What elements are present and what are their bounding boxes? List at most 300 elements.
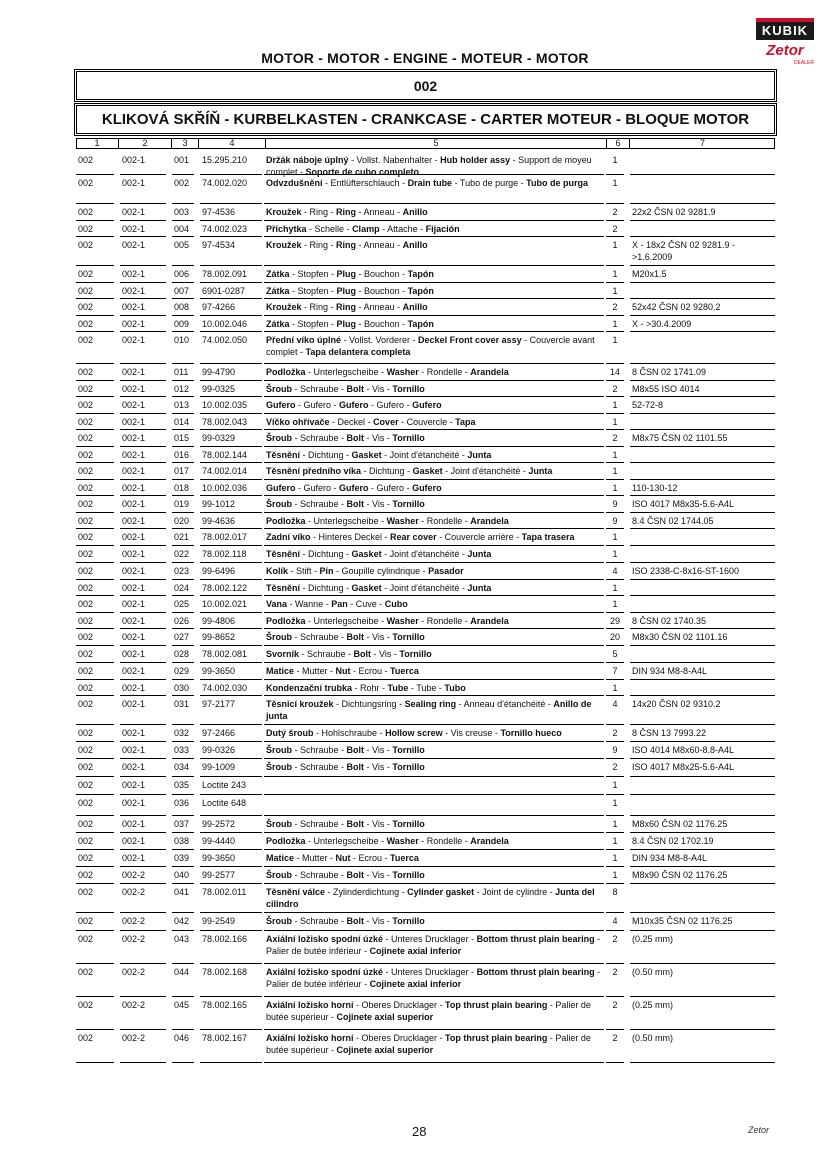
group-cell: 002 <box>78 516 94 526</box>
subgroup-cell: 002-1 <box>122 224 146 234</box>
position-cell: 016 <box>174 450 190 460</box>
part-number-cell: Loctite 243 <box>202 780 247 790</box>
subgroup-cell: 002-1 <box>122 666 146 676</box>
table-row <box>76 563 775 580</box>
row-divider <box>200 1062 262 1063</box>
page-title: MOTOR - MOTOR - ENGINE - MOTEUR - MOTOR <box>261 50 589 66</box>
position-cell: 039 <box>174 853 190 863</box>
subgroup-cell: 002-2 <box>122 870 146 880</box>
table-row <box>76 237 775 266</box>
description-cell: Gufero - Gufero - Gufero - Gufero - Gufero <box>266 400 442 410</box>
part-number-cell: 99-2572 <box>202 819 236 829</box>
description-cell: Příchytka - Schelle - Clamp - Attache - Fijación <box>266 224 460 234</box>
table-row <box>76 283 775 299</box>
part-number-cell: 78.002.091 <box>202 269 248 279</box>
table-row <box>76 529 775 546</box>
part-number-cell: 99-4440 <box>202 836 236 846</box>
quantity-cell: 1 <box>612 532 618 542</box>
table-row <box>76 696 775 725</box>
table-row <box>76 777 775 795</box>
table-row <box>76 175 775 204</box>
note-cell: 8.4 ČSN 02 1702.19 <box>632 836 714 846</box>
row-divider <box>120 1062 166 1063</box>
subgroup-cell: 002-1 <box>122 583 146 593</box>
column-header-7: 7 <box>699 138 705 148</box>
position-cell: 005 <box>174 240 190 250</box>
description-cell: Podložka - Unterlegscheibe - Washer - Rondelle - Arandela <box>266 836 509 846</box>
table-row <box>76 613 775 629</box>
position-cell: 014 <box>174 417 190 427</box>
brand-tag: DEALER <box>793 60 814 66</box>
table-row <box>76 997 775 1030</box>
part-number-cell: 99-2549 <box>202 916 236 926</box>
position-cell: 025 <box>174 599 190 609</box>
part-number-cell: 78.002.118 <box>202 549 247 559</box>
table-row <box>76 816 775 833</box>
group-cell: 002 <box>78 649 94 659</box>
subgroup-cell: 002-1 <box>122 649 146 659</box>
description-cell: Svorník - Schraube - Bolt - Vis - Tornillo <box>266 649 432 659</box>
note-cell: M8x60 ČSN 02 1176.25 <box>632 819 728 829</box>
description-cell: Zátka - Stopfen - Plug - Bouchon - Tapón <box>266 319 434 329</box>
subgroup-cell: 002-1 <box>122 207 146 217</box>
description-cell: Šroub - Schraube - Bolt - Vis - Tornillo <box>266 632 425 642</box>
table-row <box>76 152 775 175</box>
description-cell: Kroužek - Ring - Ring - Anneau - Anillo <box>266 302 428 312</box>
quantity-cell: 8 <box>612 887 618 897</box>
group-cell: 002 <box>78 870 94 880</box>
description-cell: Kroužek - Ring - Ring - Anneau - Anillo <box>266 207 428 217</box>
subgroup-cell: 002-1 <box>122 532 146 542</box>
quantity-cell: 1 <box>612 583 618 593</box>
group-cell: 002 <box>78 532 94 542</box>
quantity-cell: 9 <box>612 745 618 755</box>
position-cell: 023 <box>174 566 190 576</box>
position-cell: 046 <box>174 1033 190 1043</box>
table-row <box>76 480 775 496</box>
part-number-cell: 74.002.050 <box>202 335 248 345</box>
position-cell: 037 <box>174 819 190 829</box>
part-number-cell: 99-6496 <box>202 566 236 576</box>
quantity-cell: 2 <box>612 384 618 394</box>
position-cell: 020 <box>174 516 190 526</box>
position-cell: 011 <box>174 367 189 377</box>
table-row <box>76 496 775 513</box>
subgroup-cell: 002-2 <box>122 1000 146 1010</box>
group-cell: 002 <box>78 400 94 410</box>
subgroup-cell: 002-1 <box>122 400 146 410</box>
table-row <box>76 447 775 463</box>
subgroup-cell: 002-1 <box>122 240 146 250</box>
part-number-cell: 78.002.168 <box>202 967 248 977</box>
table-row <box>76 513 775 529</box>
quantity-cell: 2 <box>612 224 618 234</box>
table-row <box>76 913 775 931</box>
group-cell: 002 <box>78 583 94 593</box>
brand-name: KUBIK <box>756 18 814 40</box>
quantity-cell: 1 <box>612 400 618 410</box>
group-cell: 002 <box>78 499 94 509</box>
description-cell: Šroub - Schraube - Bolt - Vis - Tornillo <box>266 870 425 880</box>
position-cell: 006 <box>174 269 190 279</box>
subgroup-cell: 002-2 <box>122 934 146 944</box>
part-number-cell: 78.002.081 <box>202 649 248 659</box>
description-cell: Šroub - Schraube - Bolt - Vis - Tornillo <box>266 499 425 509</box>
position-cell: 024 <box>174 583 190 593</box>
position-cell: 031 <box>174 699 190 709</box>
note-cell: 110-130-12 <box>632 483 678 493</box>
group-cell: 002 <box>78 155 94 165</box>
description-cell: Matice - Mutter - Nut - Ecrou - Tuerca <box>266 853 419 863</box>
group-cell: 002 <box>78 240 94 250</box>
subgroup-cell: 002-1 <box>122 516 146 526</box>
subgroup-cell: 002-1 <box>122 483 146 493</box>
column-header-6: 6 <box>615 138 621 148</box>
description-cell: Kroužek - Ring - Ring - Anneau - Anillo <box>266 240 428 250</box>
table-row <box>76 742 775 759</box>
note-cell: 8.4 ČSN 02 1744.05 <box>632 516 714 526</box>
group-cell: 002 <box>78 178 94 188</box>
description-cell: Matice - Mutter - Nut - Ecrou - Tuerca <box>266 666 419 676</box>
subgroup-cell: 002-1 <box>122 549 146 559</box>
quantity-cell: 1 <box>612 798 618 808</box>
position-cell: 019 <box>174 499 190 509</box>
table-row <box>76 867 775 884</box>
group-cell: 002 <box>78 745 94 755</box>
column-header-5: 5 <box>433 138 439 148</box>
group-cell: 002 <box>78 683 94 693</box>
position-cell: 007 <box>174 286 190 296</box>
part-number-cell: 99-4790 <box>202 367 236 377</box>
description-cell: Podložka - Unterlegscheibe - Washer - Rondelle - Arandela <box>266 367 509 377</box>
group-cell: 002 <box>78 1033 94 1043</box>
note-cell: DIN 934 M8-8-A4L <box>632 853 708 863</box>
description-cell: Držák náboje úplný - Vollst. Nabenhalter - Hub holder assy - Support de moyeu complet - Soporte de cubo completo <box>266 155 592 177</box>
position-cell: 002 <box>174 178 190 188</box>
description-cell: Víčko ohřívače - Deckel - Cover - Couvercle - Tapa <box>266 417 476 427</box>
note-cell: M8x55 ISO 4014 <box>632 384 700 394</box>
quantity-cell: 1 <box>612 155 618 165</box>
table-row <box>76 332 775 364</box>
quantity-cell: 9 <box>612 499 618 509</box>
position-cell: 003 <box>174 207 190 217</box>
quantity-cell: 1 <box>612 417 618 427</box>
group-cell: 002 <box>78 269 94 279</box>
group-cell: 002 <box>78 699 94 709</box>
quantity-cell: 1 <box>612 286 618 296</box>
subgroup-cell: 002-1 <box>122 762 146 772</box>
description-cell: Šroub - Schraube - Bolt - Vis - Tornillo <box>266 819 425 829</box>
subgroup-cell: 002-1 <box>122 335 146 345</box>
group-cell: 002 <box>78 384 94 394</box>
description-cell: Axiální ložisko spodní úzké - Unteres Drucklager - Bottom thrust plain bearing - Palier de butée inférieur - Cojinete axial inferior <box>266 934 601 956</box>
quantity-cell: 1 <box>612 450 618 460</box>
group-cell: 002 <box>78 762 94 772</box>
quantity-cell: 1 <box>612 269 618 279</box>
column-header <box>76 138 775 149</box>
table-row <box>76 795 775 816</box>
subgroup-cell: 002-1 <box>122 836 146 846</box>
description-cell: Axiální ložisko horní - Oberes Drucklager - Top thrust plain bearing - Palier de butée supérieur - Cojinete axial superior <box>266 1033 591 1055</box>
quantity-cell: 1 <box>612 466 618 476</box>
position-cell: 012 <box>174 384 190 394</box>
note-cell: ISO 4014 M8x60-8.8-A4L <box>632 745 735 755</box>
table-row <box>76 931 775 964</box>
part-number-cell: 74.002.023 <box>202 224 248 234</box>
subgroup-cell: 002-2 <box>122 916 146 926</box>
row-divider <box>606 1062 624 1063</box>
quantity-cell: 1 <box>612 819 618 829</box>
table-row <box>76 629 775 646</box>
part-number-cell: 99-3650 <box>202 666 236 676</box>
part-number-cell: 99-0325 <box>202 384 236 394</box>
note-cell: 8 ČSN 02 1741.09 <box>632 367 707 377</box>
quantity-cell: 1 <box>612 870 618 880</box>
description-cell: Zátka - Stopfen - Plug - Bouchon - Tapón <box>266 286 434 296</box>
description-cell: Těsnění předního víka - Dichtung - Gasket - Joint d'étanchéité - Junta <box>266 466 553 476</box>
table-row <box>76 596 775 613</box>
subgroup-cell: 002-1 <box>122 728 146 738</box>
quantity-cell: 2 <box>612 967 618 977</box>
group-cell: 002 <box>78 319 94 329</box>
note-cell: 8 ČSN 02 1740.35 <box>632 616 707 626</box>
note-cell: 22x2 ČSN 02 9281.9 <box>632 207 716 217</box>
subgroup-cell: 002-1 <box>122 269 146 279</box>
description-cell: Zadní víko - Hinteres Deckel - Rear cover - Couvercle arrière - Tapa trasera <box>266 532 575 542</box>
table-row <box>76 204 775 221</box>
part-number-cell: 78.002.165 <box>202 1000 248 1010</box>
description-cell: Vana - Wanne - Pan - Cuve - Cubo <box>266 599 408 609</box>
group-cell: 002 <box>78 967 94 977</box>
column-header-3: 3 <box>182 138 188 148</box>
table-row <box>76 364 775 381</box>
note-cell: X - 18x2 ČSN 02 9281.9 - >1.6.2009 <box>632 240 736 262</box>
part-number-cell: 10.002.036 <box>202 483 248 493</box>
subgroup-cell: 002-1 <box>122 319 146 329</box>
table-row <box>76 725 775 742</box>
note-cell: (0.25 mm) <box>632 1000 674 1010</box>
group-cell: 002 <box>78 780 94 790</box>
subgroup-cell: 002-2 <box>122 887 146 897</box>
quantity-cell: 7 <box>612 666 618 676</box>
subgroup-cell: 002-1 <box>122 599 146 609</box>
part-number-cell: 97-4536 <box>202 207 236 217</box>
description-cell: Těsnicí kroužek - Dichtungsring - Sealing ring - Anneau d'étanchéité - Anillo de junta <box>266 699 592 721</box>
group-cell: 002 <box>78 450 94 460</box>
part-number-cell: 74.002.030 <box>202 683 248 693</box>
subgroup-cell: 002-1 <box>122 155 146 165</box>
position-cell: 043 <box>174 934 190 944</box>
quantity-cell: 14 <box>609 367 620 377</box>
footer-logo-icon: Zetor <box>748 1125 770 1135</box>
subgroup-cell: 002-1 <box>122 417 146 427</box>
note-cell: M8x75 ČSN 02 1101.55 <box>632 433 728 443</box>
description-cell: Šroub - Schraube - Bolt - Vis - Tornillo <box>266 916 425 926</box>
section-title: KLIKOVÁ SKŘÍŇ - KURBELKASTEN - CRANKCASE - CARTER MOTEUR - BLOQUE MOTOR <box>76 105 775 134</box>
note-cell: 14x20 ČSN 02 9310.2 <box>632 699 721 709</box>
row-divider <box>630 1062 775 1063</box>
group-cell: 002 <box>78 887 94 897</box>
part-number-cell: Loctite 648 <box>202 798 247 808</box>
part-number-cell: 99-0329 <box>202 433 236 443</box>
note-cell: M20x1.5 <box>632 269 667 279</box>
subgroup-cell: 002-1 <box>122 699 146 709</box>
table-row <box>76 884 775 913</box>
position-cell: 027 <box>174 632 190 642</box>
group-cell: 002 <box>78 466 94 476</box>
description-cell: Podložka - Unterlegscheibe - Washer - Rondelle - Arandela <box>266 616 509 626</box>
position-cell: 033 <box>174 745 190 755</box>
quantity-cell: 29 <box>609 616 620 626</box>
page-number: 28 <box>412 1124 427 1139</box>
description-cell: Odvzdušnění - Entlüfterschlauch - Drain tube - Tubo de purge - Tubo de purga <box>266 178 588 188</box>
group-cell: 002 <box>78 836 94 846</box>
position-cell: 010 <box>174 335 190 345</box>
quantity-cell: 1 <box>612 319 618 329</box>
quantity-cell: 2 <box>612 1033 618 1043</box>
subgroup-cell: 002-1 <box>122 499 146 509</box>
note-cell: DIN 934 M8-8-A4L <box>632 666 708 676</box>
description-cell: Axiální ložisko spodní úzké - Unteres Drucklager - Bottom thrust plain bearing - Palier de butée inférieur - Cojinete axial inferior <box>266 967 601 989</box>
note-cell: M10x35 ČSN 02 1176.25 <box>632 916 733 926</box>
part-number-cell: 97-2177 <box>202 699 236 709</box>
position-cell: 022 <box>174 549 190 559</box>
part-number-cell: 99-4636 <box>202 516 236 526</box>
quantity-cell: 2 <box>612 1000 618 1010</box>
part-number-cell: 15.295.210 <box>202 155 248 165</box>
position-cell: 017 <box>174 466 190 476</box>
group-cell: 002 <box>78 417 94 427</box>
subgroup-cell: 002-2 <box>122 967 146 977</box>
position-cell: 036 <box>174 798 190 808</box>
group-cell: 002 <box>78 666 94 676</box>
table-row <box>76 580 775 596</box>
group-cell: 002 <box>78 302 94 312</box>
table-row <box>76 414 775 430</box>
group-cell: 002 <box>78 853 94 863</box>
group-cell: 002 <box>78 286 94 296</box>
position-cell: 034 <box>174 762 190 772</box>
quantity-cell: 9 <box>612 516 618 526</box>
position-cell: 042 <box>174 916 190 926</box>
table-row <box>76 663 775 680</box>
position-cell: 004 <box>174 224 190 234</box>
part-number-cell: 99-3650 <box>202 853 236 863</box>
description-cell: Těsnění válce - Zylinderdichtung - Cylinder gasket - Joint de cylindre - Junta del cilindro <box>266 887 595 909</box>
note-cell: M8x30 ČSN 02 1101.16 <box>632 632 728 642</box>
part-number-cell: 78.002.166 <box>202 934 248 944</box>
subgroup-cell: 002-1 <box>122 819 146 829</box>
part-number-cell: 6901-0287 <box>202 286 246 296</box>
column-header-4: 4 <box>229 138 235 148</box>
note-cell: ISO 4017 M8x35-5.6-A4L <box>632 499 735 509</box>
group-cell: 002 <box>78 367 94 377</box>
quantity-cell: 20 <box>609 632 620 642</box>
part-number-cell: 99-4806 <box>202 616 236 626</box>
subgroup-cell: 002-1 <box>122 683 146 693</box>
table-row <box>76 316 775 332</box>
group-cell: 002 <box>78 599 94 609</box>
quantity-cell: 2 <box>612 728 618 738</box>
subgroup-cell: 002-1 <box>122 798 146 808</box>
note-cell: ISO 4017 M8x25-5.6-A4L <box>632 762 735 772</box>
note-cell: (0.50 mm) <box>632 1033 674 1043</box>
description-cell: Šroub - Schraube - Bolt - Vis - Tornillo <box>266 745 425 755</box>
part-number-cell: 10.002.021 <box>202 599 248 609</box>
table-row <box>76 680 775 696</box>
note-cell: X - >30.4.2009 <box>632 319 692 329</box>
note-cell: 8 ČSN 13 7993.22 <box>632 728 707 738</box>
position-cell: 030 <box>174 683 190 693</box>
position-cell: 013 <box>174 400 190 410</box>
position-cell: 001 <box>174 155 190 165</box>
part-number-cell: 78.002.011 <box>202 887 247 897</box>
table-row <box>76 546 775 563</box>
table-row <box>76 1030 775 1063</box>
subgroup-cell: 002-1 <box>122 302 146 312</box>
quantity-cell: 2 <box>612 302 618 312</box>
column-header-1: 1 <box>94 138 100 148</box>
subgroup-cell: 002-1 <box>122 433 146 443</box>
table-row <box>76 463 775 480</box>
description-cell: Gufero - Gufero - Gufero - Gufero - Gufero <box>266 483 442 493</box>
position-cell: 018 <box>174 483 190 493</box>
part-number-cell: 78.002.043 <box>202 417 248 427</box>
subgroup-cell: 002-1 <box>122 466 146 476</box>
table-row <box>76 850 775 867</box>
subgroup-cell: 002-1 <box>122 286 146 296</box>
group-cell: 002 <box>78 483 94 493</box>
description-cell: Kolík - Stift - Pin - Goupille cylindrique - Pasador <box>266 566 464 576</box>
part-number-cell: 97-2466 <box>202 728 236 738</box>
subgroup-cell: 002-1 <box>122 450 146 460</box>
subgroup-cell: 002-1 <box>122 616 146 626</box>
subgroup-cell: 002-1 <box>122 780 146 790</box>
table-row <box>76 381 775 397</box>
description-cell: Šroub - Schraube - Bolt - Vis - Tornillo <box>266 433 425 443</box>
column-header-2: 2 <box>142 138 148 148</box>
quantity-cell: 1 <box>612 483 618 493</box>
position-cell: 035 <box>174 780 190 790</box>
group-cell: 002 <box>78 433 94 443</box>
brand-sub: Zetor <box>766 42 804 59</box>
part-number-cell: 10.002.046 <box>202 319 248 329</box>
part-number-cell: 10.002.035 <box>202 400 248 410</box>
quantity-cell: 1 <box>612 683 618 693</box>
description-cell: Přední víko úplné - Vollst. Vorderer - Deckel Front cover assy - Couvercle avant complet - Tapa delantera completa <box>266 335 595 357</box>
group-cell: 002 <box>78 632 94 642</box>
note-cell: 52-72-8 <box>632 400 664 410</box>
note-cell: M8x90 ČSN 02 1176.25 <box>632 870 728 880</box>
group-cell: 002 <box>78 335 94 345</box>
part-number-cell: 78.002.017 <box>202 532 248 542</box>
position-cell: 045 <box>174 1000 190 1010</box>
position-cell: 009 <box>174 319 190 329</box>
quantity-cell: 1 <box>612 780 618 790</box>
subgroup-cell: 002-1 <box>122 384 146 394</box>
part-number-cell: 78.002.167 <box>202 1033 248 1043</box>
description-cell: Šroub - Schraube - Bolt - Vis - Tornillo <box>266 384 425 394</box>
group-cell: 002 <box>78 1000 94 1010</box>
part-number-cell: 99-0326 <box>202 745 236 755</box>
part-number-cell: 99-8652 <box>202 632 236 642</box>
quantity-cell: 1 <box>612 599 618 609</box>
position-cell: 040 <box>174 870 190 880</box>
table-row <box>76 430 775 447</box>
quantity-cell: 2 <box>612 207 618 217</box>
part-number-cell: 74.002.014 <box>202 466 248 476</box>
description-cell: Šroub - Schraube - Bolt - Vis - Tornillo <box>266 762 425 772</box>
